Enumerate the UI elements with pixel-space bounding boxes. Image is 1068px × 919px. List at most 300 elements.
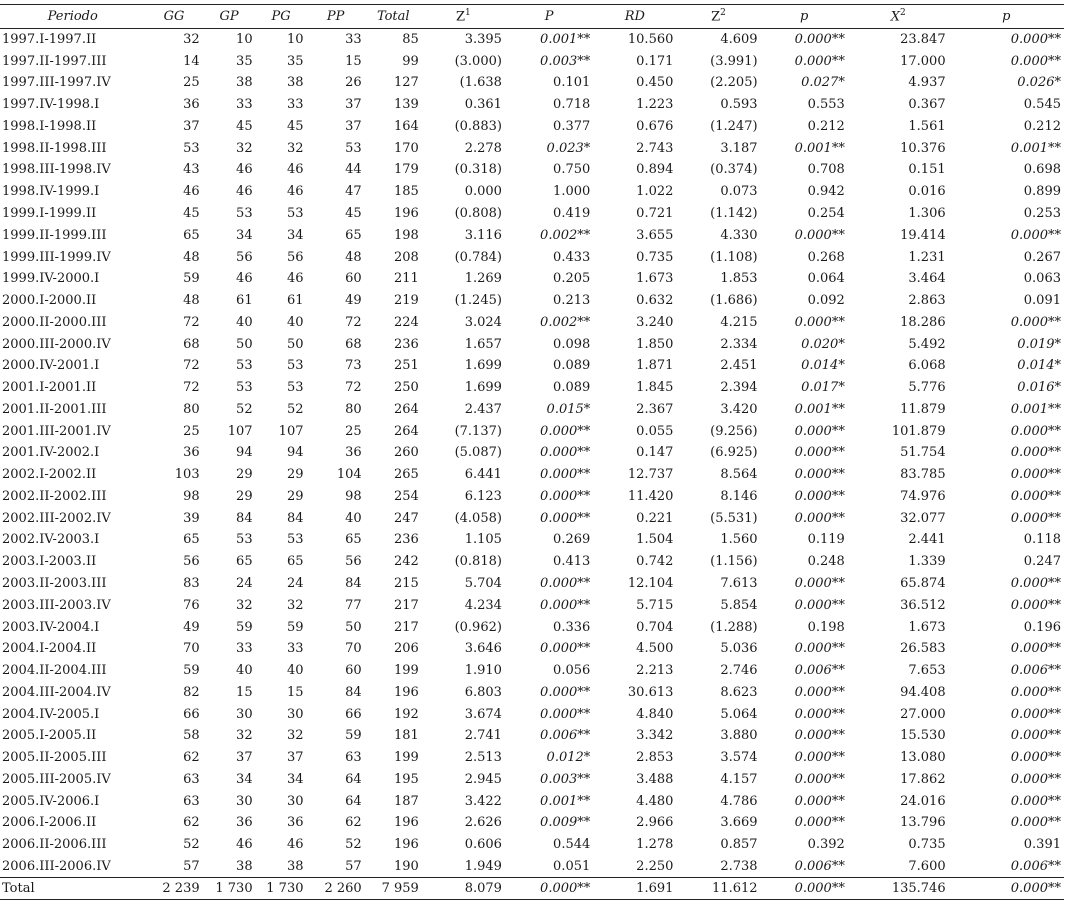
cell-pg: 56 (286, 249, 304, 265)
cell-gp: 46 (236, 271, 253, 287)
cell-rd: 1.871 (636, 358, 674, 374)
cell-total: 190 (394, 858, 419, 874)
cell-gg: 72 (183, 314, 200, 330)
header-p-lower-2: p (949, 5, 1064, 29)
cell-z1: 6.441 (464, 467, 502, 483)
cell-p-upper: 0.051 (553, 858, 591, 874)
table-row (0, 681, 1064, 703)
cell-p-upper: 0.015* (546, 401, 591, 417)
cell-x2: 24.016 (900, 793, 946, 809)
cell-x2: 13.796 (900, 815, 946, 831)
cell-pp: 40 (345, 510, 362, 526)
cell-x2: 36.512 (900, 597, 946, 613)
cell-periodo: 2005.IV-2006.I (2, 793, 100, 809)
table-row (0, 399, 1064, 421)
cell-total: 139 (394, 97, 419, 113)
cell-x2: 7.600 (908, 858, 946, 874)
cell-pg: 59 (286, 619, 304, 635)
cell-x2: 1.306 (908, 206, 946, 221)
cell-pg: 46 (286, 184, 304, 200)
cell-x2: 1.561 (908, 118, 946, 134)
cell-gg: 70 (183, 641, 200, 657)
cell-gg: 45 (183, 206, 200, 221)
cell-periodo: 2003.II-2003.III (2, 576, 107, 592)
cell-z1: 2.626 (464, 815, 502, 831)
cell-gp: 1 730 (203, 877, 256, 899)
cell-z2: (1.156) (710, 554, 758, 570)
cell-x2: 17.000 (900, 53, 946, 69)
cell-total: 127 (394, 75, 419, 91)
cell-pp: 53 (345, 140, 362, 156)
cell-p-lower-1: 0.000** (794, 227, 845, 243)
cell-gg: 25 (183, 75, 200, 91)
cell-gp: 32 (236, 597, 253, 613)
table-row (0, 529, 1064, 551)
cell-rd: 12.737 (627, 467, 674, 483)
cell-rd: 0.742 (636, 554, 674, 570)
cell-gg: 48 (183, 249, 200, 265)
table-row (0, 812, 1064, 834)
header-z1-sup: 1 (465, 8, 471, 19)
cell-gp: 32 (236, 728, 253, 744)
table-row (0, 333, 1064, 355)
cell-rd: 0.894 (636, 162, 674, 178)
cell-total: 265 (394, 467, 419, 483)
cell-z2: 2.334 (720, 336, 758, 352)
cell-x2: 7.653 (908, 663, 946, 679)
cell-p-upper: 0.213 (553, 293, 591, 309)
cell-p-lower-1: 0.000** (794, 423, 845, 439)
cell-pg: 36 (286, 815, 304, 831)
cell-z2: 8.564 (720, 467, 758, 483)
cell-p-lower-1: 0.092 (807, 293, 845, 309)
cell-p-upper: 0.377 (553, 118, 591, 134)
cell-gp: 107 (227, 423, 253, 439)
cell-p-upper: 0.000** (540, 423, 591, 439)
cell-rd: 4.500 (636, 641, 674, 657)
cell-total: 217 (394, 597, 419, 613)
table-row (0, 747, 1064, 769)
cell-z2: 4.330 (720, 227, 758, 243)
cell-pg: 34 (286, 227, 304, 243)
cell-p-lower-2: 0.006** (1010, 663, 1061, 679)
header-z1 (422, 5, 505, 29)
cell-periodo: 2003.III-2003.IV (2, 597, 111, 613)
cell-gp: 32 (236, 140, 253, 156)
cell-p-lower-2: 0.391 (1023, 837, 1061, 853)
cell-z1: 3.674 (464, 706, 502, 722)
cell-x2: 74.976 (900, 488, 946, 504)
cell-p-upper: 0.001** (540, 32, 591, 48)
cell-gg: 59 (183, 271, 200, 287)
cell-gp: 40 (236, 663, 253, 679)
cell-gp: 40 (236, 314, 253, 330)
cell-p-lower-2: 0.212 (1023, 118, 1061, 134)
cell-p-lower-2: 0.000** (1010, 314, 1061, 330)
cell-gp: 46 (236, 184, 253, 200)
cell-total: 198 (394, 227, 419, 243)
cell-p-lower-2: 0.698 (1023, 162, 1061, 178)
cell-p-upper: 0.000** (540, 641, 591, 657)
cell-x2: 5.492 (908, 336, 946, 352)
cell-x2: 15.530 (900, 728, 946, 744)
total-row (0, 877, 1064, 899)
header-p-upper: P (505, 5, 593, 29)
cell-z2: (1.108) (710, 249, 758, 265)
cell-gg: 57 (183, 858, 200, 874)
cell-periodo: 2003.I-2003.II (2, 554, 97, 570)
cell-z1: 1.699 (464, 380, 502, 396)
table-row (0, 94, 1064, 116)
cell-p-upper: 0.000** (540, 684, 591, 700)
cell-gg: 72 (183, 380, 200, 396)
cell-total: 264 (394, 401, 419, 417)
cell-total: 185 (394, 184, 419, 200)
cell-p-upper: 0.089 (553, 380, 591, 396)
table-row (0, 159, 1064, 181)
cell-periodo: 1997.IV-1998.I (2, 97, 100, 113)
cell-rd: 2.367 (636, 401, 674, 417)
cell-rd: 0.171 (636, 53, 674, 69)
cell-z2: (0.374) (710, 162, 758, 178)
cell-total: 164 (394, 118, 419, 134)
cell-z2: 0.593 (720, 97, 758, 113)
cell-total: 196 (394, 684, 419, 700)
cell-z2: 4.609 (720, 32, 758, 48)
cell-gp: 65 (236, 554, 253, 570)
header-gg: GG (145, 5, 202, 29)
cell-gg: 62 (183, 750, 200, 766)
cell-periodo: 2000.I-2000.II (2, 293, 97, 309)
cell-z2: 2.451 (720, 358, 758, 374)
header-x2 (848, 5, 949, 29)
cell-z1: 3.646 (464, 641, 502, 657)
cell-total: 254 (394, 488, 419, 504)
cell-gp: 35 (236, 53, 253, 69)
cell-p-lower-1: 0.000** (761, 877, 848, 899)
cell-pp: 50 (345, 619, 362, 635)
cell-p-lower-1: 0.017* (801, 380, 845, 396)
cell-gp: 38 (236, 858, 253, 874)
cell-pg: 46 (286, 162, 304, 178)
cell-z2: 2.746 (720, 663, 758, 679)
cell-pp: 33 (345, 32, 362, 48)
cell-p-lower-2: 0.019* (1017, 336, 1061, 352)
cell-total: 219 (394, 293, 419, 309)
cell-pp: 65 (345, 532, 362, 548)
cell-p-upper: 0.002** (540, 314, 591, 330)
table-row (0, 224, 1064, 246)
cell-pp: 104 (336, 467, 362, 483)
table-row (0, 72, 1064, 94)
cell-p-lower-2: 0.000** (1010, 510, 1061, 526)
cell-z1: (5.087) (454, 445, 502, 461)
cell-z2: 3.574 (720, 750, 758, 766)
cell-x2: 18.286 (900, 314, 946, 330)
cell-periodo: 2006.III-2006.IV (2, 858, 111, 874)
cell-z1: 6.123 (464, 488, 502, 504)
header-p-lower-1: p (761, 5, 848, 29)
cell-p-upper: 0.000** (540, 597, 591, 613)
cell-total: 250 (394, 380, 419, 396)
cell-p-lower-1: 0.000** (794, 750, 845, 766)
cell-pg: 38 (286, 75, 304, 91)
cell-gg: 68 (183, 336, 200, 352)
cell-gg: 32 (183, 32, 200, 48)
cell-gg: 14 (183, 53, 200, 69)
cell-x2: 10.376 (900, 140, 946, 156)
cell-total: 208 (394, 249, 419, 265)
cell-pg: 53 (286, 206, 304, 221)
cell-p-lower-1: 0.000** (794, 467, 845, 483)
cell-pg: 84 (286, 510, 304, 526)
cell-total: 199 (394, 663, 419, 679)
cell-total: 7 959 (365, 877, 422, 899)
cell-pp: 48 (345, 249, 362, 265)
cell-z1: (4.058) (454, 510, 502, 526)
cell-periodo: 1999.III-1999.IV (2, 249, 111, 265)
cell-p-lower-1: 0.000** (794, 684, 845, 700)
cell-pp: 64 (345, 793, 362, 809)
cell-gp: 29 (236, 488, 253, 504)
cell-p-lower-2: 0.000** (1010, 641, 1061, 657)
cell-total: 264 (394, 423, 419, 439)
cell-x2: 1.673 (908, 619, 946, 635)
cell-gp: 34 (236, 227, 253, 243)
cell-z2: 3.669 (720, 815, 758, 831)
cell-p-lower-2: 0.000** (1010, 771, 1061, 787)
cell-total: 181 (394, 728, 419, 744)
cell-pp: 15 (345, 53, 362, 69)
cell-p-lower-1: 0.942 (807, 184, 845, 200)
cell-p-lower-2: 0.000** (1010, 53, 1061, 69)
cell-rd: 0.704 (636, 619, 674, 635)
table-row (0, 507, 1064, 529)
cell-periodo: 1998.II-1998.III (2, 140, 107, 156)
cell-pp: 64 (345, 771, 362, 787)
cell-pp: 77 (345, 597, 362, 613)
cell-periodo: 2000.II-2000.III (2, 314, 107, 330)
cell-total: 251 (394, 358, 419, 374)
cell-z2: 8.146 (720, 488, 758, 504)
cell-z1: 8.079 (422, 877, 505, 899)
cell-p-upper: 0.433 (553, 249, 591, 265)
cell-pg: 45 (286, 118, 304, 134)
cell-periodo: 2004.I-2004.II (2, 641, 97, 657)
cell-z1: 2.945 (464, 771, 502, 787)
cell-p-lower-1: 0.248 (807, 554, 845, 570)
cell-z1: (7.137) (454, 423, 502, 439)
cell-pp: 2 260 (307, 877, 365, 899)
cell-periodo: 1999.II-1999.III (2, 227, 107, 243)
cell-pp: 49 (345, 293, 362, 309)
cell-p-lower-2: 0.000** (949, 877, 1064, 899)
cell-periodo: 1999.I-1999.II (2, 206, 97, 221)
cell-z1: 0.606 (464, 837, 502, 853)
cell-gp: 46 (236, 837, 253, 853)
cell-p-upper: 0.413 (553, 554, 591, 570)
cell-z2: 3.420 (720, 401, 758, 417)
cell-p-lower-2: 0.000** (1010, 227, 1061, 243)
cell-p-lower-2: 0.000** (1010, 423, 1061, 439)
cell-p-lower-1: 0.000** (794, 597, 845, 613)
cell-p-lower-2: 0.026* (1017, 75, 1061, 91)
cell-p-lower-2: 0.000** (1010, 488, 1061, 504)
table-row (0, 464, 1064, 486)
cell-gg: 65 (183, 227, 200, 243)
cell-p-upper: 0.750 (553, 162, 591, 178)
cell-gg: 37 (183, 118, 200, 134)
cell-rd: 1.845 (636, 380, 674, 396)
cell-pg: 40 (286, 314, 304, 330)
cell-total: 206 (394, 641, 419, 657)
cell-periodo: 2005.III-2005.IV (2, 771, 111, 787)
cell-rd: 5.715 (636, 597, 674, 613)
cell-p-lower-1: 0.198 (807, 619, 845, 635)
cell-pp: 45 (345, 206, 362, 221)
table-row (0, 290, 1064, 312)
cell-p-upper: 0.012* (546, 750, 591, 766)
cell-p-upper: 0.269 (553, 532, 591, 548)
cell-z1: 1.269 (464, 271, 502, 287)
cell-pg: 30 (286, 793, 304, 809)
cell-total: 195 (394, 771, 419, 787)
cell-gg: 39 (183, 510, 200, 526)
cell-total: 211 (394, 271, 419, 287)
cell-p-lower-1: 0.000** (794, 641, 845, 657)
cell-gp: 30 (236, 706, 253, 722)
cell-z2: (2.205) (710, 75, 758, 91)
cell-z1: (0.883) (454, 118, 502, 134)
table-row (0, 834, 1064, 856)
cell-periodo: 2002.II-2002.III (2, 488, 107, 504)
cell-x2: 0.367 (908, 97, 946, 113)
cell-rd: 1.022 (636, 184, 674, 200)
cell-rd: 0.721 (636, 206, 674, 221)
cell-periodo: 1998.I-1998.II (2, 118, 97, 134)
cell-x2: 13.080 (900, 750, 946, 766)
cell-x2: 17.862 (900, 771, 946, 787)
cell-p-lower-1: 0.000** (794, 728, 845, 744)
cell-pp: 52 (345, 837, 362, 853)
header-z1-label: Z (456, 9, 466, 25)
cell-p-lower-2: 0.247 (1023, 554, 1061, 570)
cell-gg: 58 (183, 728, 200, 744)
cell-periodo: 2005.II-2005.III (2, 750, 107, 766)
table-row (0, 442, 1064, 464)
cell-gg: 63 (183, 771, 200, 787)
cell-periodo: Total (0, 877, 145, 899)
cell-x2: 94.408 (900, 684, 946, 700)
header-total: Total (365, 5, 422, 29)
cell-z1: 0.361 (464, 97, 502, 113)
cell-pp: 57 (345, 858, 362, 874)
cell-z1: 4.234 (464, 597, 502, 613)
cell-z2: (9.256) (710, 423, 758, 439)
cell-p-lower-2: 0.000** (1010, 445, 1061, 461)
cell-z2: (6.925) (710, 445, 758, 461)
cell-pp: 36 (345, 445, 362, 461)
cell-pg: 30 (286, 706, 304, 722)
cell-p-upper: 0.001** (540, 793, 591, 809)
cell-x2: 3.464 (908, 271, 946, 287)
cell-pg: 29 (286, 467, 304, 483)
cell-x2: 6.068 (908, 358, 946, 374)
header-z2-sup: 2 (720, 8, 726, 19)
cell-gg: 36 (183, 97, 200, 113)
cell-z1: 3.422 (464, 793, 502, 809)
cell-z2: 11.612 (676, 877, 760, 899)
cell-z1: 2.437 (464, 401, 502, 417)
cell-rd: 1.673 (636, 271, 674, 287)
cell-x2: 101.879 (891, 423, 946, 439)
cell-z2: (1.288) (710, 619, 758, 635)
cell-z1: 1.105 (464, 532, 502, 548)
cell-periodo: 2003.IV-2004.I (2, 619, 100, 635)
cell-p-upper: 0.056 (553, 663, 591, 679)
cell-p-lower-2: 0.016* (1017, 380, 1061, 396)
cell-p-upper: 0.000** (540, 445, 591, 461)
cell-pp: 62 (345, 815, 362, 831)
table-row (0, 420, 1064, 442)
header-gp: GP (203, 5, 256, 29)
cell-p-lower-2: 0.267 (1023, 249, 1061, 265)
cell-pp: 66 (345, 706, 362, 722)
cell-gp: 33 (236, 641, 253, 657)
cell-periodo: 2004.IV-2005.I (2, 706, 100, 722)
cell-pg: 15 (286, 684, 304, 700)
header-x2-sup: 2 (899, 8, 906, 19)
cell-gp: 45 (236, 118, 253, 134)
cell-pg: 52 (286, 401, 304, 417)
table-row (0, 50, 1064, 72)
cell-rd: 1.691 (593, 877, 676, 899)
cell-total: 99 (402, 53, 419, 69)
cell-z1: (0.318) (454, 162, 502, 178)
cell-pp: 98 (345, 488, 362, 504)
cell-pp: 37 (345, 118, 362, 134)
cell-pg: 1 730 (256, 877, 307, 899)
cell-x2: 27.000 (900, 706, 946, 722)
cell-p-lower-1: 0.392 (807, 837, 845, 853)
cell-gp: 61 (236, 293, 253, 309)
cell-pg: 24 (286, 576, 304, 592)
cell-rd: 12.104 (627, 576, 674, 592)
cell-p-lower-1: 0.553 (807, 97, 845, 113)
cell-rd: 2.213 (636, 663, 674, 679)
table-body (0, 29, 1064, 900)
cell-total: 236 (394, 532, 419, 548)
table-row (0, 703, 1064, 725)
cell-p-lower-2: 0.000** (1010, 728, 1061, 744)
cell-total: 224 (394, 314, 419, 330)
cell-gg: 76 (183, 597, 200, 613)
header-row (0, 5, 1064, 29)
header-z2-label: Z (711, 9, 721, 25)
table-row (0, 29, 1064, 51)
cell-gg: 46 (183, 184, 200, 200)
cell-periodo: 1997.II-1997.III (2, 53, 107, 69)
cell-gg: 98 (183, 488, 200, 504)
cell-rd: 1.504 (636, 532, 674, 548)
table-row (0, 311, 1064, 333)
cell-total: 192 (394, 706, 419, 722)
table-row (0, 856, 1064, 878)
cell-pp: 25 (345, 423, 362, 439)
cell-p-upper: 0.000** (540, 576, 591, 592)
cell-gg: 53 (183, 140, 200, 156)
cell-pp: 60 (345, 271, 362, 287)
